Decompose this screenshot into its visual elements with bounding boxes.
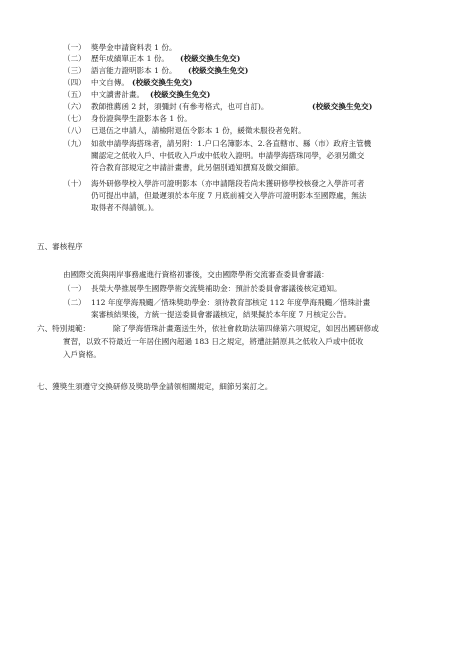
item-text: 長榮大學推展學生國際學術交流獎補助金：預計於委員會審議後核定通知。 (91, 284, 342, 293)
item-text: 中文讀書計畫。 (91, 90, 145, 99)
item-text: 教師推薦函 2 封，須彌封 (有參考格式，也可自訂)。 (91, 102, 269, 111)
item-text: 中文自傳。 (91, 78, 129, 87)
item-number: （六） (63, 102, 86, 111)
item-number: （八） (63, 126, 86, 135)
exemption-note: (校級交換生免交) (180, 54, 241, 63)
item-number: （七） (63, 114, 86, 123)
exemption-note: (校級交換生免交) (312, 102, 373, 111)
section-heading-text: 五、審核程序 (37, 242, 83, 251)
item-text: 獎學金申請資料表 1 份。 (91, 43, 177, 52)
paragraph-text: 除了學海惜珠計畫選送生外，依社會救助法第四條第六項規定，如因出國研修或 (113, 324, 379, 333)
item-text: 海外研修學校入學許可證明影本（亦申請階段若尚未獲研修學校核發之入學許可者 (91, 179, 365, 188)
item-number: （十） (63, 179, 86, 188)
item-text: 符合教育部規定之申請計畫書，此另個別通知撰寫及繳交細節。 (91, 163, 304, 172)
exemption-note: (校級交換生免交) (188, 66, 249, 75)
exemption-note: (校級交換生免交) (132, 78, 193, 87)
paragraph-text: 入戶資格。 (63, 350, 101, 359)
section-heading-text: 七、獲獎生須遵守交換研修及獎助學金請領相關規定，細節另案訂之。 (37, 382, 273, 391)
item-number: （一） (63, 284, 86, 293)
item-text: 語言能力證明影本 1 份。 (91, 66, 177, 75)
item-text: 案審核結果後，方統一提送委員會審議核定，結果擬於本年度 7 月核定公告。 (91, 310, 352, 319)
paragraph-text: 實習，以致不符最近一年居住國內超過 183 日之規定，將遭註銷原具之低收入戶或中低收 (63, 337, 364, 346)
item-text: 身份證與學生證影本各 1 份。 (91, 114, 192, 123)
item-text: 關認定之低收入戶、中低收入戶或中低收入證明。申請學海搭珠同學，必須另繳交 (91, 151, 365, 160)
item-text: 取得者不得請領。)。 (91, 203, 159, 212)
item-number: （一） (63, 43, 86, 52)
item-text: 如欲申請學海搭珠者，請另附：1.户口名簿影本、2.各直轄市、縣（市）政府主管機 (91, 139, 372, 148)
item-number: （二） (63, 54, 86, 63)
item-number: （二） (63, 298, 86, 307)
section-heading-text: 六、特別規範： (37, 324, 91, 333)
exemption-note: (校級交換生免交) (150, 90, 211, 99)
item-number: （五） (63, 90, 86, 99)
paragraph-text: 由國際交流與兩岸事務處進行資格初審後，交由國際學術交流審查委員會審議： (63, 270, 329, 279)
item-text: 歷年成績單正本 1 份。 (91, 54, 170, 63)
item-number: （四） (63, 78, 86, 87)
item-number: （三） (63, 66, 86, 75)
item-number: （九） (63, 139, 86, 148)
item-text: 仍可提出申請，但最遲須於本年度 7 月底前補交入學許可證明影本至國際處，無法 (91, 191, 367, 200)
item-text: 112 年度學海飛颺／惜珠獎助學金：須待教育部核定 112 年度學海飛颺／惜珠計畫 (91, 298, 371, 307)
item-text: 已退伍之申請人，請檢附退伍令影本 1 份，緩徵未服役者免附。 (91, 126, 306, 135)
